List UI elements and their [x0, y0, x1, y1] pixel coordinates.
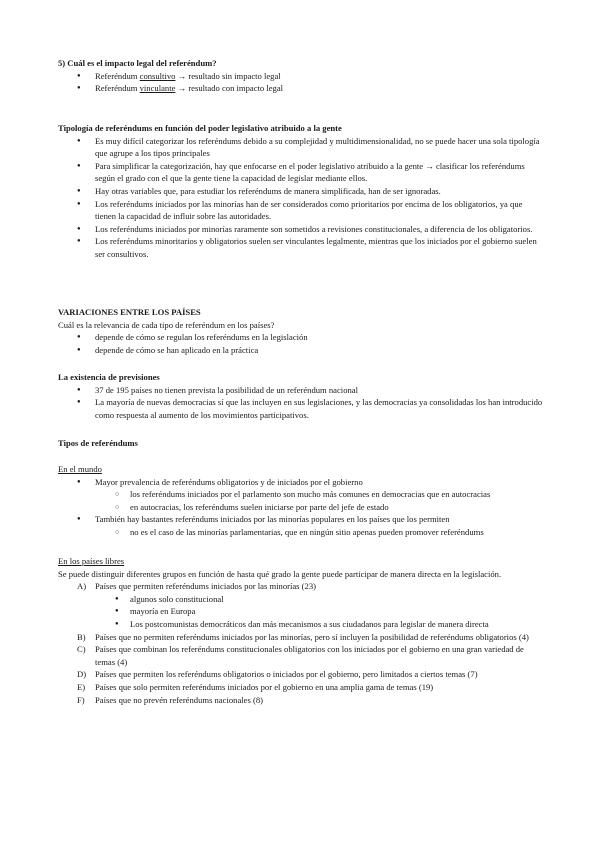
item-text: → resultado con impacto legal: [175, 83, 284, 94]
variaciones-list: [0, 331, 600, 356]
group-letter: D): [77, 669, 87, 680]
group-item: [0, 580, 600, 593]
tipos-section: [0, 437, 600, 450]
libres-intro: Se puede distinguir diferentes grupos en función de hasta qué grado la gente puede participar de manera directa en la legislación.: [58, 568, 502, 579]
list-item: ● Para simplificar la categorización, hay que enfocarse en el poder legislativo atribuido a la gente → clasificar los referéndums según el grado con el que la gente tiene la capacidad de legislar mediante ellos.: [0, 160, 600, 185]
tipologia-list: [0, 135, 600, 261]
sub-list-item: ○ los referéndums iniciados por el parlamento son mucho más comunes en democracias que en autocracias: [0, 488, 600, 501]
mundo-list: [0, 476, 600, 539]
group-item: [0, 694, 600, 707]
list-item: ● También hay bastantes referéndums iniciados por las minorías populares en los países que los permiten: [0, 513, 600, 526]
item-text: Referéndum: [95, 70, 140, 81]
q5-list: [0, 70, 600, 95]
list-item: ● Es muy difícil categorizar los referéndums debido a su complejidad y multidimensionalidad, no se puede hacer una sola tipología que agrupe a los tipos principales: [0, 135, 600, 160]
variaciones-title: VARIACIONES ENTRE LOS PAÍSES: [58, 307, 201, 317]
q5-title: 5) Cuál es el impacto legal del referéndum?: [58, 58, 217, 68]
group-text: Países que combinan los referéndums constitucionales obligatorios con los iniciados por el gobierno en una gran variedad de temas (4): [95, 644, 524, 667]
group-letter: B): [77, 631, 86, 642]
list-item: [0, 70, 600, 83]
libres-heading: En los países libres: [58, 556, 125, 566]
list-item: ● depende de cómo se han aplicado en la práctica: [0, 344, 600, 357]
tipologia-section: [0, 122, 600, 261]
list-item: ● 37 de 195 países no tienen prevista la posibilidad de un referéndum nacional: [0, 384, 600, 397]
libres-groups: [0, 580, 600, 706]
group-text: Países que no prevén referéndums nacionales (8): [95, 694, 263, 705]
sub-list-item: ● mayoría en Europa: [0, 605, 600, 618]
mundo-section: [0, 463, 600, 539]
list-item: ● Los referéndums iniciados por minorías raramente son sometidos a revisiones constitucionales, a diferencia de los obligatorios.: [0, 223, 600, 236]
existencia-section: [0, 371, 600, 421]
sub-list-item: ○ no es el caso de las minorías parlamentarias, que en ningún sitio apenas pueden promover referéndums: [0, 526, 600, 539]
list-item: ● Mayor prevalencia de referéndums obligatorios y de iniciados por el gobierno: [0, 476, 600, 489]
list-item: ● La mayoría de nuevas democracias sí que las incluyen en sus legislaciones, y las democracias ya consolidadas los han introducido como respuesta al aumento de los movimientos participativos.: [0, 396, 600, 421]
sub-list-item: ○ en autocracias, los referéndums suelen iniciarse por parte del jefe de estado: [0, 501, 600, 514]
group-text: Países que permiten referéndums iniciados por las minorías (23): [95, 581, 316, 592]
variaciones-section: [0, 306, 600, 356]
group-item: [0, 668, 600, 681]
sub-list-item: ● Los postcomunistas democráticos dan más mecanismos a sus ciudadanos para legislar de manera directa: [0, 618, 600, 631]
list-item: ● Los referéndums iniciados por las minorías han de ser considerados como prioritarios por encima de los obligatorios, ya que tienen la capacidad de influir sobre las autoridades.: [0, 198, 600, 223]
mundo-heading: En el mundo: [58, 464, 102, 474]
item-underlined: vinculante: [139, 83, 176, 94]
list-item: ● depende de cómo se regulan los referéndums en la legislación: [0, 331, 600, 344]
group-letter: E): [77, 681, 86, 692]
list-item: ● Hay otras variables que, para estudiar los referéndums de manera simplificada, han de ser ignoradas.: [0, 185, 600, 198]
item-text: Referéndum: [95, 83, 140, 94]
group-text: Países que no permiten referéndums iniciados por las minorías, pero sí incluyen la posibilidad de referéndums obligatorios (4): [95, 631, 529, 642]
q5-section: [0, 57, 600, 95]
group-item: [0, 631, 600, 644]
item-underlined: consultivo: [139, 70, 176, 81]
variaciones-question: Cuál es la relevancia de cada tipo de referéndum en los países?: [58, 319, 275, 330]
tipos-title: Tipos de referéndums: [58, 438, 138, 448]
existencia-list: [0, 384, 600, 422]
group-item: [0, 681, 600, 694]
group-item: [0, 643, 600, 668]
existencia-title: La existencia de previsiones: [58, 372, 160, 382]
group-letter: F): [77, 694, 85, 705]
tipologia-title: Tipología de referéndums en función del poder legislativo atribuido a la gente: [58, 123, 342, 133]
group-text: Países que solo permiten referéndums iniciados por el gobierno en una amplia gama de temas (19): [95, 681, 434, 692]
list-item: [0, 82, 600, 95]
group-text: Países que permiten los referéndums obligatorios o iniciados por el gobierno, pero limitados a ciertos temas (7): [95, 669, 478, 680]
libres-section: [0, 555, 600, 706]
list-item: ● Los referéndums minoritarios y obligatorios suelen ser vinculantes legalmente, mientras que los iniciados por el gobierno suelen ser consultivos.: [0, 235, 600, 260]
sub-list-item: ● algunos solo constitucional: [0, 593, 600, 606]
item-text: → resultado sin impacto legal: [175, 70, 281, 81]
group-letter: C): [77, 644, 86, 655]
group-letter: A): [77, 581, 87, 592]
